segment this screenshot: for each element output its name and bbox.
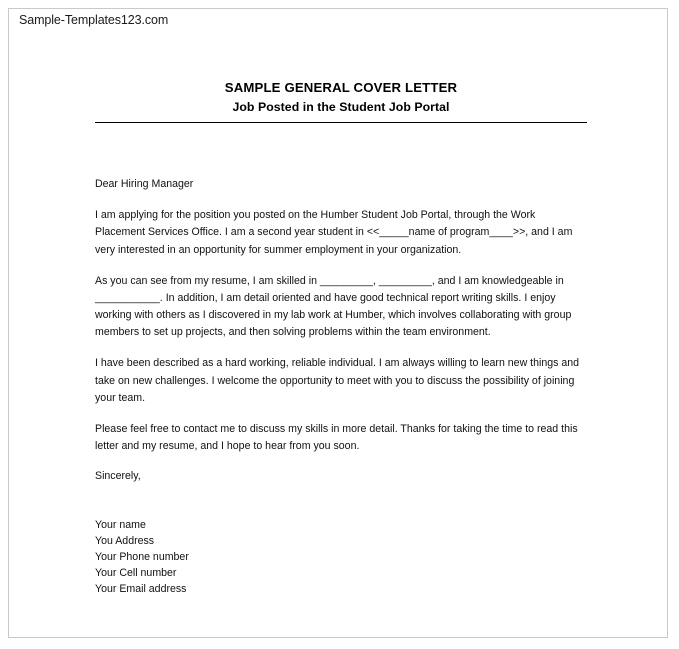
letter-paragraph-3: I have been described as a hard working, reliable individual. I am always willing to learn new things and take on new challenges. I welcome the opportunity to meet with you to discuss the possibility of joining your team.: [95, 357, 580, 404]
letter-body: [95, 79, 587, 598]
letter-title-secondary: Job Posted in the Student Job Portal: [232, 99, 450, 114]
spacer: [95, 455, 587, 469]
letter-paragraph-2: As you can see from my resume, I am skilled in _________, _________, and I am knowledgeable in ___________. In addition, I am detail oriented and have good technical report writing skills. I enjoy working with others as I discovered in my lab work at Humber, which involves collaborating with group members to set up projects, and then solving problems within the team environment.: [95, 274, 572, 339]
letter-title-primary: SAMPLE GENERAL COVER LETTER: [224, 80, 458, 95]
signature-line-name: Your name: [95, 519, 146, 532]
signature-line-email: Your Email address: [95, 583, 187, 596]
spacer: [95, 341, 587, 355]
spacer: [95, 407, 587, 421]
letter-salutation: Dear Hiring Manager: [95, 178, 194, 191]
letter-title-block: [95, 79, 587, 123]
letter-signature-block: [95, 517, 587, 597]
signature-line-cell: Your Cell number: [95, 567, 177, 580]
letter-closing: Sincerely,: [95, 470, 141, 483]
spacer: [95, 259, 587, 273]
letter-paragraph-4: Please feel free to contact me to discuss my skills in more detail. Thanks for taking the time to read this letter and my resume, and I hope to hear from you soon.: [95, 422, 578, 453]
signature-line-phone: Your Phone number: [95, 551, 189, 564]
letter-paragraph-1: I am applying for the position you posted on the Humber Student Job Portal, through the Work Placement Services Office. I am a second year student in <<_____name of program____>>, and I am very interested in an opportunity for summer employment in your organization.: [95, 209, 573, 256]
watermark-text: Sample-Templates123.com: [19, 13, 169, 27]
signature-line-address: You Address: [95, 535, 155, 548]
spacer: [95, 193, 587, 207]
document-page: [8, 8, 668, 638]
letter-content: [95, 177, 587, 597]
